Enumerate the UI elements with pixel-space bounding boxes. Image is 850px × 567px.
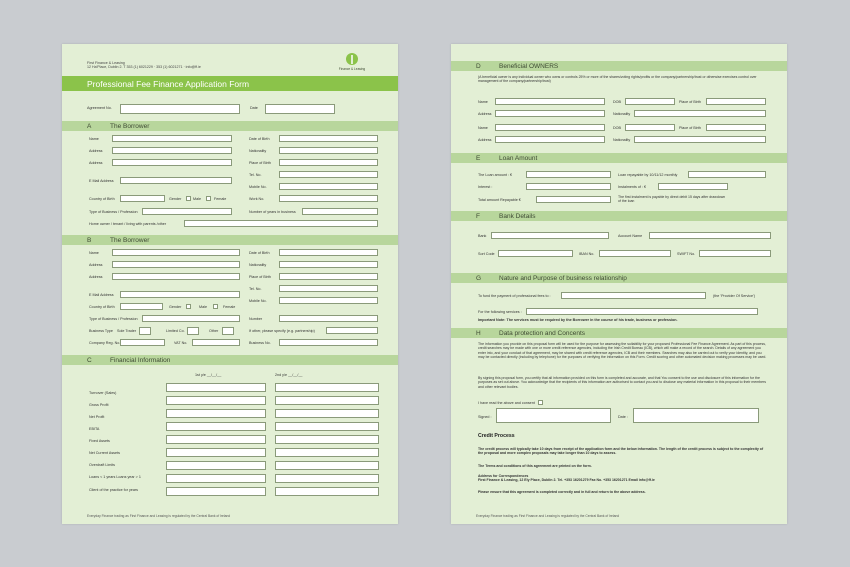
section-g-title: Nature and Purpose of business relationship xyxy=(499,275,627,282)
b-partnership-field[interactable] xyxy=(326,327,378,334)
c-row-y1-field[interactable] xyxy=(166,435,266,444)
g-services-label: For the following services : xyxy=(478,310,522,314)
c-row-y1-field[interactable] xyxy=(166,396,266,405)
e-instalments-label: Instalments of : € xyxy=(618,185,647,189)
e-loan-amount-label: The Loan amount : € xyxy=(478,173,513,177)
f-sort-field[interactable] xyxy=(498,250,573,257)
a-home-owner-label: Home owner / tenant / living with parents /other xyxy=(89,222,167,226)
b-vat-field[interactable] xyxy=(192,339,240,346)
a-female-label: Female xyxy=(214,197,227,201)
d-dob1-label: DOB xyxy=(613,100,621,104)
b-sole-trader-label: Sole Trader xyxy=(117,329,137,333)
b-female-label: Female xyxy=(223,305,236,309)
b-vat-label: VAT No. xyxy=(174,341,188,345)
date-field[interactable] xyxy=(265,104,335,114)
b-address2-label: Address xyxy=(89,275,103,279)
c-row-label: EBITA xyxy=(89,427,100,431)
c-row-y2-field[interactable] xyxy=(275,396,379,405)
section-c-letter: C xyxy=(87,357,92,364)
d-name2-field[interactable] xyxy=(495,124,605,131)
b-name-field[interactable] xyxy=(112,249,240,256)
b-sole-trader-checkbox[interactable] xyxy=(139,327,151,335)
h-signed-field[interactable] xyxy=(496,408,611,423)
b-company-reg-label: Company Reg. No. xyxy=(89,341,121,345)
section-a-letter: A xyxy=(87,123,92,130)
f-bank-label: Bank xyxy=(478,234,487,238)
g-note: Important Note: The services must be required by the Borrower in the course of his trade, business or profession. xyxy=(478,318,678,322)
a-address1-field[interactable] xyxy=(112,147,232,154)
a-pob-label: Place of Birth xyxy=(249,161,271,165)
company-address: 12 Ha'Place, Dublin 2. T 353 (1) 6021229 · 353 (1) 6021271 · info@ff.ie xyxy=(87,65,201,69)
b-tel-label: Tel. No. xyxy=(249,287,262,291)
section-e-header xyxy=(451,153,787,163)
form-title-bar xyxy=(62,76,398,91)
c-row-label: Turnover (Sales) xyxy=(89,391,117,395)
e-instalments-field[interactable] xyxy=(658,183,728,190)
e-total-label: Total amount Repayable € xyxy=(478,198,521,202)
section-f-title: Bank Details xyxy=(499,213,536,220)
a-nationality-label: Nationality xyxy=(249,149,267,153)
a-female-checkbox[interactable] xyxy=(206,196,211,201)
e-total-field[interactable] xyxy=(536,196,611,203)
c-row-y1-field[interactable] xyxy=(166,409,266,418)
b-country-field[interactable] xyxy=(120,303,163,310)
company-name: First Finance & Leasing xyxy=(87,61,125,65)
d-address1-field[interactable] xyxy=(495,110,605,117)
a-business-label: Type of Business / Profession xyxy=(89,210,138,214)
b-tel-field[interactable] xyxy=(279,285,378,292)
c-row-label: Gross Profit xyxy=(89,403,109,407)
section-b-letter: B xyxy=(87,237,92,244)
d-dob2-label: DOB xyxy=(613,126,621,130)
a-business-field[interactable] xyxy=(142,208,232,215)
h-para1: The information you provide on this proposal form will be used for the purpose for assessing the suitability for your proposed Professional Fee Finance Agreement. As part of this process, credit searches may be made with one or more credit reference agencies, including the Irish Credit Bureau (ICB), which will make a record of the search. Details of any agreement you enter into, and your conduct of that agreement, may be shared with credit reference agencies, ICB and their members. Searches may also be carried out to verify your identity, and you may be contacted directly (including by telephone) for the purposes of verifying the information on this Form. Credit scoring and other automated decision making processes may be used. xyxy=(478,342,767,359)
c-row-y2-field[interactable] xyxy=(275,409,379,418)
d-address1-label: Address xyxy=(478,112,492,116)
b-dob-label: Date of Birth xyxy=(249,251,270,255)
b-email-label: E Mail Address xyxy=(89,293,114,297)
a-name-label: Name xyxy=(89,137,99,141)
section-e-letter: E xyxy=(476,155,481,162)
d-pob1-field[interactable] xyxy=(706,98,766,105)
f-account-name-label: Account Name xyxy=(618,234,643,238)
section-b-header xyxy=(62,235,398,245)
d-pob2-label: Place of Birth xyxy=(679,126,701,130)
c-row-y1-field[interactable] xyxy=(166,487,266,496)
b-email-field[interactable] xyxy=(120,291,240,298)
f-account-name-field[interactable] xyxy=(649,232,771,239)
a-dob-field[interactable] xyxy=(279,135,378,142)
b-nationality-field[interactable] xyxy=(279,261,378,268)
c-row-label: Client of the practice for years xyxy=(89,488,138,492)
f-iban-label: IBAN No. xyxy=(579,252,595,256)
b-female-checkbox[interactable] xyxy=(213,304,218,309)
c-row-y1-field[interactable] xyxy=(166,383,266,392)
c-row-y2-field[interactable] xyxy=(275,474,379,483)
b-other-checkbox[interactable] xyxy=(222,327,234,335)
c-row-y2-field[interactable] xyxy=(275,435,379,444)
c-row-y1-field[interactable] xyxy=(166,448,266,457)
f-swift-field[interactable] xyxy=(699,250,771,257)
c-year2-label: 2nd y/e __/__/__ xyxy=(275,373,303,377)
credit-p3b: First Finance & Leasing, 12 Ely Place, Dublin 2. Tel. +353 16201279 Fax No. +353 16201271 Email info@ff.ie xyxy=(478,478,655,482)
h-signed-label: Signed : xyxy=(478,415,492,419)
c-row-y1-field[interactable] xyxy=(166,461,266,470)
c-row-y1-field[interactable] xyxy=(166,422,266,431)
section-f-letter: F xyxy=(476,213,480,220)
c-row-y2-field[interactable] xyxy=(275,461,379,470)
b-pob-label: Place of Birth xyxy=(249,275,271,279)
b-address1-label: Address xyxy=(89,263,103,267)
a-years-field[interactable] xyxy=(302,208,378,215)
section-h-letter: H xyxy=(476,330,481,337)
e-repayable-label: Loan repayable by 10/11/12 monthly xyxy=(618,173,678,177)
a-address2-field[interactable] xyxy=(112,159,232,166)
a-pob-field[interactable] xyxy=(279,159,378,166)
a-name-field[interactable] xyxy=(112,135,232,142)
date-label: Date xyxy=(250,106,258,110)
section-a-title: The Borrower xyxy=(110,123,150,130)
a-country-label: Country of Birth xyxy=(89,197,115,201)
b-mobile-field[interactable] xyxy=(279,297,378,304)
d-name1-field[interactable] xyxy=(495,98,605,105)
a-mobile-field[interactable] xyxy=(279,183,378,190)
d-intro: (A beneficial owner is any individual owner who owns or controls 25% or more of the shares/voting rights/profits or the company/partnership/trust or otherwise exercises control over management of the company/partnership/trust) xyxy=(478,75,757,84)
b-mobile-label: Mobile No. xyxy=(249,299,267,303)
section-b-title: The Borrower xyxy=(110,237,150,244)
d-nationality1-label: Nationality xyxy=(613,112,631,116)
credit-p4: Please ensure that this agreement is completed correctly and in full and return to the above address. xyxy=(478,490,646,494)
section-g-letter: G xyxy=(476,275,482,282)
a-male-checkbox[interactable] xyxy=(186,196,191,201)
b-business-label: Type of Business / Profession xyxy=(89,317,138,321)
b-limited-checkbox[interactable] xyxy=(187,327,199,335)
e-repayable-field[interactable] xyxy=(688,171,766,178)
d-address2-label: Address xyxy=(478,138,492,142)
b-limited-label: Limited Co. xyxy=(166,329,185,333)
a-work-label: Work No. xyxy=(249,197,265,201)
h-para2: By signing this proposal form, you certify that all information provided on this form is completed and accurate, and that You consent to the use and disclosure of this information for the purposes as set out above. You acknowledge that the recipients of this information are authorised to contact you and to disclose any material information in this proposal to their members and other relevant bodies. xyxy=(478,376,766,389)
b-gender-label: Gender xyxy=(169,305,182,309)
d-name2-label: Name xyxy=(478,126,488,130)
company-logo xyxy=(332,50,372,74)
e-note: The first instalment is payable by direct debit 15 days after drawdown of the loan xyxy=(618,195,726,204)
c-row-label: Net Current Assets xyxy=(89,451,120,455)
b-pob-field[interactable] xyxy=(279,273,378,280)
g-fund-label: To fund the payment of professional fees to : xyxy=(478,294,551,298)
b-company-reg-field[interactable] xyxy=(120,339,165,346)
d-dob2-field[interactable] xyxy=(625,124,675,131)
c-row-y2-field[interactable] xyxy=(275,448,379,457)
section-h-header xyxy=(451,328,787,338)
a-gender-label: Gender xyxy=(169,197,182,201)
f-bank-field[interactable] xyxy=(491,232,609,239)
c-row-label: Fixed Assets xyxy=(89,439,110,443)
credit-title: Credit Process xyxy=(478,433,515,439)
section-d-header xyxy=(451,61,787,71)
a-dob-label: Date of Birth xyxy=(249,137,270,141)
a-email-field[interactable] xyxy=(120,177,232,184)
a-male-label: Male xyxy=(193,197,201,201)
b-dob-field[interactable] xyxy=(279,249,378,256)
b-business-field[interactable] xyxy=(142,315,240,322)
logo-text: Finance & Leasing xyxy=(338,67,366,71)
c-row-y2-field[interactable] xyxy=(275,487,379,496)
section-a-header xyxy=(62,121,398,131)
h-consent-checkbox[interactable] xyxy=(538,400,543,405)
b-country-label: Country of Birth xyxy=(89,305,115,309)
a-work-field[interactable] xyxy=(279,195,378,202)
h-date-field[interactable] xyxy=(633,408,759,423)
agreement-no-label: Agreement No. xyxy=(87,106,112,110)
d-nationality2-field[interactable] xyxy=(634,136,766,143)
c-row-label: Overdraft Limits xyxy=(89,463,116,467)
a-tel-label: Tel. No. xyxy=(249,173,262,177)
section-g-header xyxy=(451,273,787,283)
b-male-checkbox[interactable] xyxy=(186,304,191,309)
page2-footer: Everyday Finance trading as First Finance and Leasing is regulated by the Central Bank of Ireland xyxy=(476,514,620,518)
h-read-label: I have read the above and consent xyxy=(478,401,535,405)
page1-footer: Everyday Finance trading as First Finance and Leasing is regulated by the Central Bank of Ireland xyxy=(87,514,231,518)
agreement-no-field[interactable] xyxy=(120,104,240,114)
f-iban-field[interactable] xyxy=(599,250,671,257)
section-h-title: Data protection and Concents xyxy=(499,330,585,337)
d-address2-field[interactable] xyxy=(495,136,605,143)
f-sort-label: Sort Code xyxy=(478,252,495,256)
b-address1-field[interactable] xyxy=(112,261,240,268)
section-f-header xyxy=(451,211,787,221)
b-nationality-label: Nationality xyxy=(249,263,267,267)
b-other-label: Other xyxy=(209,329,219,333)
a-tel-field[interactable] xyxy=(279,171,378,178)
d-pob2-field[interactable] xyxy=(706,124,766,131)
a-years-label: Number of years in business xyxy=(249,210,296,214)
b-business-no-field[interactable] xyxy=(279,339,378,346)
a-address2-label: Address xyxy=(89,161,103,165)
credit-p2: The Terms and conditions of this agreement are printed on the form. xyxy=(478,464,592,468)
section-d-letter: D xyxy=(476,63,481,70)
credit-p1: The credit process will typically take 10 days from receipt of the application form and the below information. The length of the credit process is subject to the complexity of the proposal and more complex proposals may take longer than 10 days to assess. xyxy=(478,447,764,456)
c-row-label: Loans < 1 years Loans year > 1 xyxy=(89,475,141,479)
section-e-title: Loan Amount xyxy=(499,155,538,162)
section-d-title: Beneficial OWNERS xyxy=(499,63,559,70)
g-fund-field[interactable] xyxy=(561,292,706,299)
d-name1-label: Name xyxy=(478,100,488,104)
c-row-y2-field[interactable] xyxy=(275,422,379,431)
form-page-1 xyxy=(62,44,398,524)
f-swift-label: SWIFT No. xyxy=(677,252,696,256)
b-partnership-label: If other, please specify (e.g. partnership) xyxy=(249,329,315,333)
d-pob1-label: Place of Birth xyxy=(679,100,701,104)
d-dob1-field[interactable] xyxy=(625,98,675,105)
b-business-type-label: Business Type xyxy=(89,329,113,333)
b-business-no-label: Business No. xyxy=(249,341,271,345)
a-country-field[interactable] xyxy=(120,195,165,202)
b-number-field[interactable] xyxy=(279,315,378,322)
e-interest-label: Interest : xyxy=(478,185,493,189)
a-nationality-field[interactable] xyxy=(279,147,378,154)
form-title: Professional Fee Finance Application Form xyxy=(87,79,250,89)
section-c-header xyxy=(62,355,398,365)
credit-p3a: Address for Correspondences xyxy=(478,474,529,478)
h-date-label: Date : xyxy=(618,415,628,419)
e-interest-field[interactable] xyxy=(526,183,611,190)
b-male-label: Male xyxy=(199,305,207,309)
g-services-field[interactable] xyxy=(526,308,758,315)
form-page-2 xyxy=(451,44,787,524)
b-number-label: Number xyxy=(249,317,263,321)
section-c-title: Financial Information xyxy=(110,357,171,364)
b-address2-field[interactable] xyxy=(112,273,240,280)
a-address1-label: Address xyxy=(89,149,103,153)
c-row-y1-field[interactable] xyxy=(166,474,266,483)
e-loan-amount-field[interactable] xyxy=(526,171,611,178)
d-nationality2-label: Nationality xyxy=(613,138,631,142)
g-provider-label: (the 'Provider Of Service') xyxy=(713,294,755,298)
c-year1-label: 1st y/e __/__/__ xyxy=(195,373,222,377)
a-mobile-label: Mobile No. xyxy=(249,185,267,189)
c-row-label: Net Profit xyxy=(89,415,105,419)
d-nationality1-field[interactable] xyxy=(634,110,766,117)
a-home-owner-field[interactable] xyxy=(184,220,378,227)
c-row-y2-field[interactable] xyxy=(275,383,379,392)
a-email-label: E Mail Address xyxy=(89,179,114,183)
b-name-label: Name xyxy=(89,251,99,255)
